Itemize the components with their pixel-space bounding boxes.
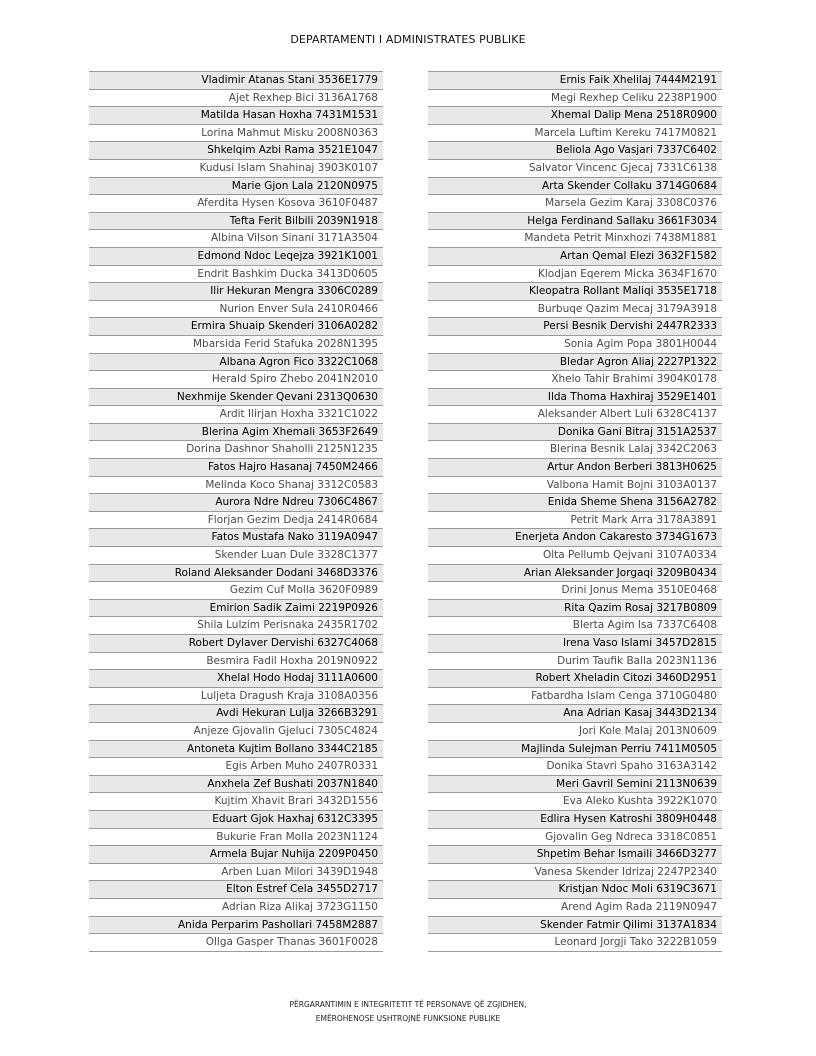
name-entry: Ernis Faik Xhelilaj 7444M2191 — [428, 72, 722, 90]
name-entry: Shpetim Behar Ismaili 3466D3277 — [428, 846, 722, 864]
name-entry: Artur Andon Berberi 3813H0625 — [428, 459, 722, 477]
name-entry: Mbarsida Ferid Stafuka 2028N1395 — [89, 336, 383, 354]
name-entry: Herald Spiro Zhebo 2041N2010 — [89, 371, 383, 389]
name-entry: Irena Vaso Islami 3457D2815 — [428, 635, 722, 653]
name-entry: Majlinda Sulejman Perriu 7411M0505 — [428, 741, 722, 759]
name-entry: Persi Besnik Dervishi 2447R2333 — [428, 318, 722, 336]
name-entry: Artan Qemal Elezi 3632F1582 — [428, 248, 722, 266]
name-entry: Arend Agim Rada 2119N0947 — [428, 899, 722, 917]
name-entry: Donika Gani Bitraj 3151A2537 — [428, 424, 722, 442]
name-entry: Emirion Sadik Zaimi 2219P0926 — [89, 600, 383, 618]
name-entry: Gjovalin Geg Ndreca 3318C0851 — [428, 829, 722, 847]
name-entry: Nexhmije Skender Qevani 2313Q0630 — [89, 389, 383, 407]
name-entry: Arta Skender Collaku 3714G0684 — [428, 178, 722, 196]
name-entry: Ilir Hekuran Mengra 3306C0289 — [89, 283, 383, 301]
name-entry: Aferdita Hysen Kosova 3610F0487 — [89, 195, 383, 213]
name-entry: Dorina Dashnor Shaholli 2125N1235 — [89, 441, 383, 459]
name-entry: Donika Stavri Spaho 3163A3142 — [428, 758, 722, 776]
name-entry: Vladimir Atanas Stani 3536E1779 — [89, 72, 383, 90]
name-entry: Enida Sheme Shena 3156A2782 — [428, 494, 722, 512]
name-entry: Fatos Hajro Hasanaj 7450M2466 — [89, 459, 383, 477]
name-entry: Anida Perparim Pashollari 7458M2887 — [89, 917, 383, 935]
name-entry: Roland Aleksander Dodani 3468D3376 — [89, 565, 383, 583]
name-entry: Albina Vilson Sinani 3171A3504 — [89, 230, 383, 248]
name-entry: Egis Arben Muho 2407R0331 — [89, 758, 383, 776]
name-entry: Blerta Agim Isa 7337C6408 — [428, 617, 722, 635]
name-entry: Rita Qazim Rosaj 3217B0809 — [428, 600, 722, 618]
name-entry: Eva Aleko Kushta 3922K1070 — [428, 793, 722, 811]
name-entry: Melinda Koco Shanaj 3312C0583 — [89, 477, 383, 495]
name-entry: Beliola Ago Vasjari 7337C6402 — [428, 142, 722, 160]
name-entry: Ermira Shuaip Skenderi 3106A0282 — [89, 318, 383, 336]
name-entry: Skender Fatmir Qilimi 3137A1834 — [428, 917, 722, 935]
name-entry: Petrit Mark Arra 3178A3891 — [428, 512, 722, 530]
name-entry: Adrian Riza Alikaj 3723G1150 — [89, 899, 383, 917]
name-entry: Ana Adrian Kasaj 3443D2134 — [428, 705, 722, 723]
name-entry: Enerjeta Andon Cakaresto 3734G1673 — [428, 529, 722, 547]
name-entry: Ilda Thoma Haxhiraj 3529E1401 — [428, 389, 722, 407]
name-entry: Mandeta Petrit Minxhozi 7438M1881 — [428, 230, 722, 248]
name-entry: Blerina Besnik Lalaj 3342C2063 — [428, 441, 722, 459]
name-entry: Armela Bujar Nuhija 2209P0450 — [89, 846, 383, 864]
name-entry: Avdi Hekuran Lulja 3266B3291 — [89, 705, 383, 723]
name-entry: Shila Lulzim Perisnaka 2435R1702 — [89, 617, 383, 635]
name-entry: Arben Luan Milori 3439D1948 — [89, 864, 383, 882]
name-entry: Elton Estref Cela 3455D2717 — [89, 881, 383, 899]
name-entry: Marcela Luftim Kereku 7417M0821 — [428, 125, 722, 143]
name-entry: Klodjan Eqerem Micka 3634F1670 — [428, 266, 722, 284]
name-entry: Kudusi Islam Shahinaj 3903K0107 — [89, 160, 383, 178]
name-entry: Leonard Jorgji Tako 3222B1059 — [428, 934, 722, 952]
name-entry: Aleksander Albert Luli 6328C4137 — [428, 406, 722, 424]
right-name-column — [428, 71, 722, 952]
page-footer — [0, 998, 816, 1026]
name-entry: Besmira Fadil Hoxha 2019N0922 — [89, 653, 383, 671]
name-entry: Kujtim Xhavit Brari 3432D1556 — [89, 793, 383, 811]
name-entry: Luljeta Dragush Kraja 3108A0356 — [89, 688, 383, 706]
footer-line-2: EMËROHENOSE USHTROJNË FUNKSIONE PUBLIKE — [315, 1014, 501, 1023]
name-entry: Jori Kole Malaj 2013N0609 — [428, 723, 722, 741]
name-entry: Sonia Agim Popa 3801H0044 — [428, 336, 722, 354]
footer-line-1: PËRGARANTIMIN E INTEGRITETIT TË PERSONAVE QË ZGJIDHEN, — [289, 1000, 527, 1009]
name-entry: Edlira Hysen Katroshi 3809H0448 — [428, 811, 722, 829]
name-entry: Valbona Hamit Bojni 3103A0137 — [428, 477, 722, 495]
name-entry: Tefta Ferit Bilbili 2039N1918 — [89, 213, 383, 231]
name-entry: Aurora Ndre Ndreu 7306C4867 — [89, 494, 383, 512]
name-entry: Xhemal Dalip Mena 2518R0900 — [428, 107, 722, 125]
name-entry: Drini Jonus Mema 3510E0468 — [428, 582, 722, 600]
name-entry: Fatos Mustafa Nako 3119A0947 — [89, 529, 383, 547]
name-entry: Gezim Cuf Molla 3620F0989 — [89, 582, 383, 600]
name-entry: Kristjan Ndoc Moli 6319C3671 — [428, 881, 722, 899]
name-entry: Bledar Agron Aliaj 2227P1322 — [428, 354, 722, 372]
name-entry: Skender Luan Dule 3328C1377 — [89, 547, 383, 565]
name-entry: Robert Xheladin Citozi 3460D2951 — [428, 670, 722, 688]
name-entry: Florjan Gezim Dedja 2414R0684 — [89, 512, 383, 530]
name-entry: Vanesa Skender Idrizaj 2247P2340 — [428, 864, 722, 882]
name-entry: Salvator Vincenc Gjecaj 7331C6138 — [428, 160, 722, 178]
name-entry: Meri Gavril Semini 2113N0639 — [428, 776, 722, 794]
name-entry: Megi Rexhep Celiku 2238P1900 — [428, 90, 722, 108]
name-entry: Robert Dylaver Dervishi 6327C4068 — [89, 635, 383, 653]
name-entry: Olta Pellumb Qejvani 3107A0334 — [428, 547, 722, 565]
name-entry: Edmond Ndoc Leqejza 3921K1001 — [89, 248, 383, 266]
name-entry: Xhelo Tahir Brahimi 3904K0178 — [428, 371, 722, 389]
name-entry: Ajet Rexhep Bici 3136A1768 — [89, 90, 383, 108]
name-entry: Endrit Bashkim Ducka 3413D0605 — [89, 266, 383, 284]
name-entry: Nurion Enver Sula 2410R0466 — [89, 301, 383, 319]
name-entry: Blerina Agim Xhemali 3653F2649 — [89, 424, 383, 442]
name-entry: Eduart Gjok Haxhaj 6312C3395 — [89, 811, 383, 829]
name-entry: Ardit Ilirjan Hoxha 3321C1022 — [89, 406, 383, 424]
name-entry: Helga Ferdinand Sallaku 3661F3034 — [428, 213, 722, 231]
name-entry: Fatbardha Islam Cenga 3710G0480 — [428, 688, 722, 706]
name-entry: Burbuqe Qazim Mecaj 3179A3918 — [428, 301, 722, 319]
name-entry: Ollga Gasper Thanas 3601F0028 — [89, 934, 383, 952]
name-entry: Bukurie Fran Molla 2023N1124 — [89, 829, 383, 847]
name-entry: Anxhela Zef Bushati 2037N1840 — [89, 776, 383, 794]
name-entry: Anjeze Gjovalin Gjeluci 7305C4824 — [89, 723, 383, 741]
name-entry: Xhelal Hodo Hodaj 3111A0600 — [89, 670, 383, 688]
page-title: DEPARTAMENTI I ADMINISTRATES PUBLIKE — [290, 33, 526, 46]
name-entry: Marsela Gezim Karaj 3308C0376 — [428, 195, 722, 213]
name-entry: Shkelqim Azbi Rama 3521E1047 — [89, 142, 383, 160]
name-entry: Kleopatra Rollant Maliqi 3535E1718 — [428, 283, 722, 301]
name-entry: Marie Gjon Lala 2120N0975 — [89, 178, 383, 196]
name-entry: Arian Aleksander Jorgaqi 3209B0434 — [428, 565, 722, 583]
name-entry: Durim Taufik Balla 2023N1136 — [428, 653, 722, 671]
name-entry: Matilda Hasan Hoxha 7431M1531 — [89, 107, 383, 125]
name-entry: Albana Agron Fico 3322C1068 — [89, 354, 383, 372]
name-entry: Lorina Mahmut Misku 2008N0363 — [89, 125, 383, 143]
name-entry: Antoneta Kujtim Bollano 3344C2185 — [89, 741, 383, 759]
left-name-column — [89, 71, 383, 952]
